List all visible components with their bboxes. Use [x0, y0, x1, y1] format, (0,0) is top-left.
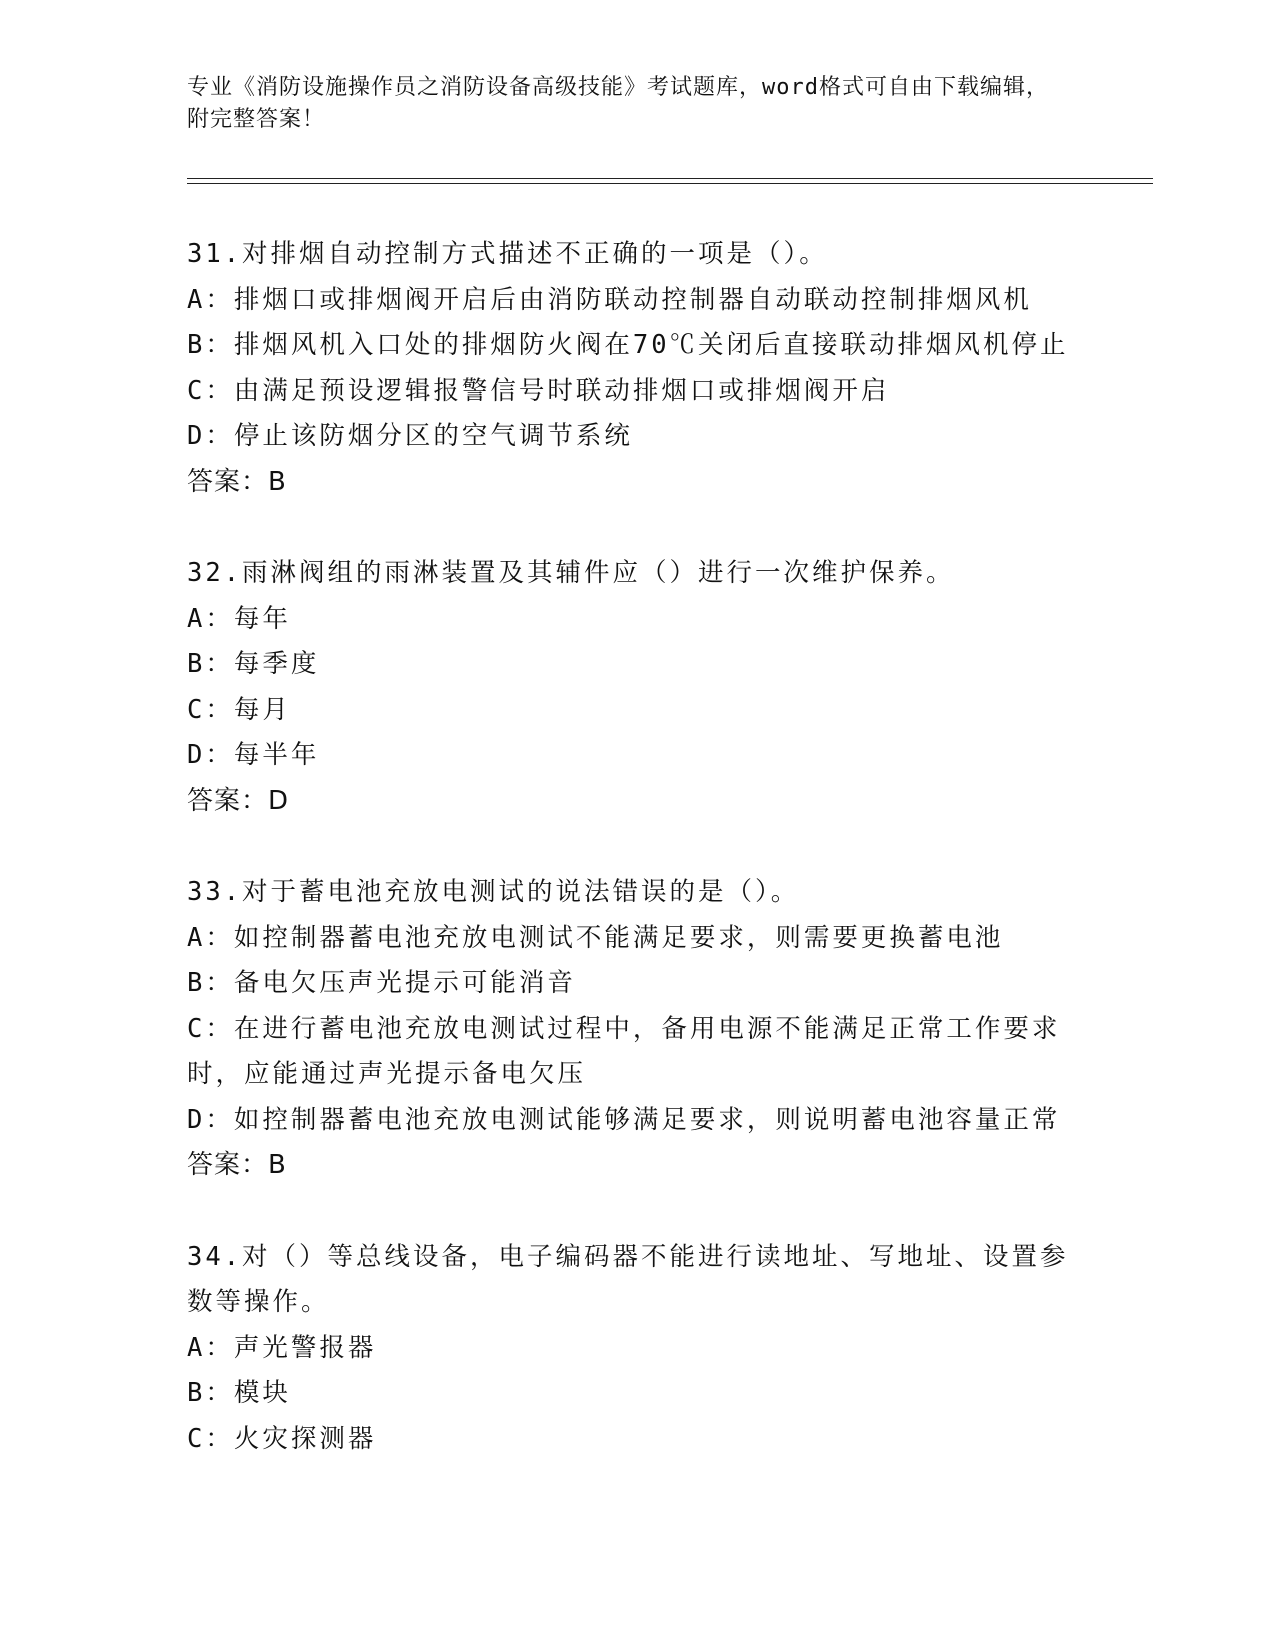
- answer-line: 答案：B: [187, 1150, 287, 1180]
- question-stem: 31.对排烟自动控制方式描述不正确的一项是（）。: [187, 239, 828, 269]
- option-b: B：备电欠压声光提示可能消音: [187, 968, 576, 998]
- question-stem: 33.对于蓄电池充放电测试的说法错误的是（）。: [187, 877, 800, 907]
- option-a: A：排烟口或排烟阀开启后由消防联动控制器自动联动控制排烟风机: [187, 284, 1032, 315]
- question-list: [187, 232, 1087, 1508]
- option-c: C：在进行蓄电池充放电测试过程中，备用电源不能满足正常工作要求时，应能通过声光提示备电欠压: [187, 1013, 1061, 1089]
- question-32: [187, 551, 1087, 824]
- option-d: D：每半年: [187, 740, 320, 770]
- option-b: B：排烟风机入口处的排烟防火阀在70℃关闭后直接联动排烟风机停止: [187, 330, 1069, 360]
- question-stem: 32.雨淋阀组的雨淋装置及其辅件应（）进行一次维护保养。: [187, 558, 955, 588]
- option-a: A：声光警报器: [187, 1332, 377, 1363]
- option-c: C：由满足预设逻辑报警信号时联动排烟口或排烟阀开启: [187, 375, 890, 406]
- header-rule-top: [187, 178, 1153, 179]
- option-b: B：模块: [187, 1378, 291, 1408]
- question-33: [187, 870, 1087, 1189]
- page-header: 专业《消防设施操作员之消防设备高级技能》考试题库，word格式可自由下载编辑，附完整答案！: [187, 75, 1049, 132]
- question-31: [187, 232, 1087, 505]
- question-stem: 34.对（）等总线设备，电子编码器不能进行读地址、写地址、设置参数等操作。: [187, 1241, 1069, 1317]
- option-b: B：每季度: [187, 649, 320, 679]
- option-c: C：火灾探测器: [187, 1423, 377, 1454]
- option-a: A：如控制器蓄电池充放电测试不能满足要求，则需要更换蓄电池: [187, 922, 1004, 953]
- option-c: C：每月: [187, 694, 291, 725]
- answer-line: 答案：B: [187, 466, 287, 497]
- option-d: D：停止该防烟分区的空气调节系统: [187, 421, 633, 451]
- option-d: D：如控制器蓄电池充放电测试能够满足要求，则说明蓄电池容量正常: [187, 1104, 1061, 1135]
- header-rule-bottom: [187, 183, 1153, 184]
- option-a: A：每年: [187, 603, 291, 634]
- question-34: [187, 1235, 1087, 1463]
- answer-line: 答案：D: [187, 785, 290, 816]
